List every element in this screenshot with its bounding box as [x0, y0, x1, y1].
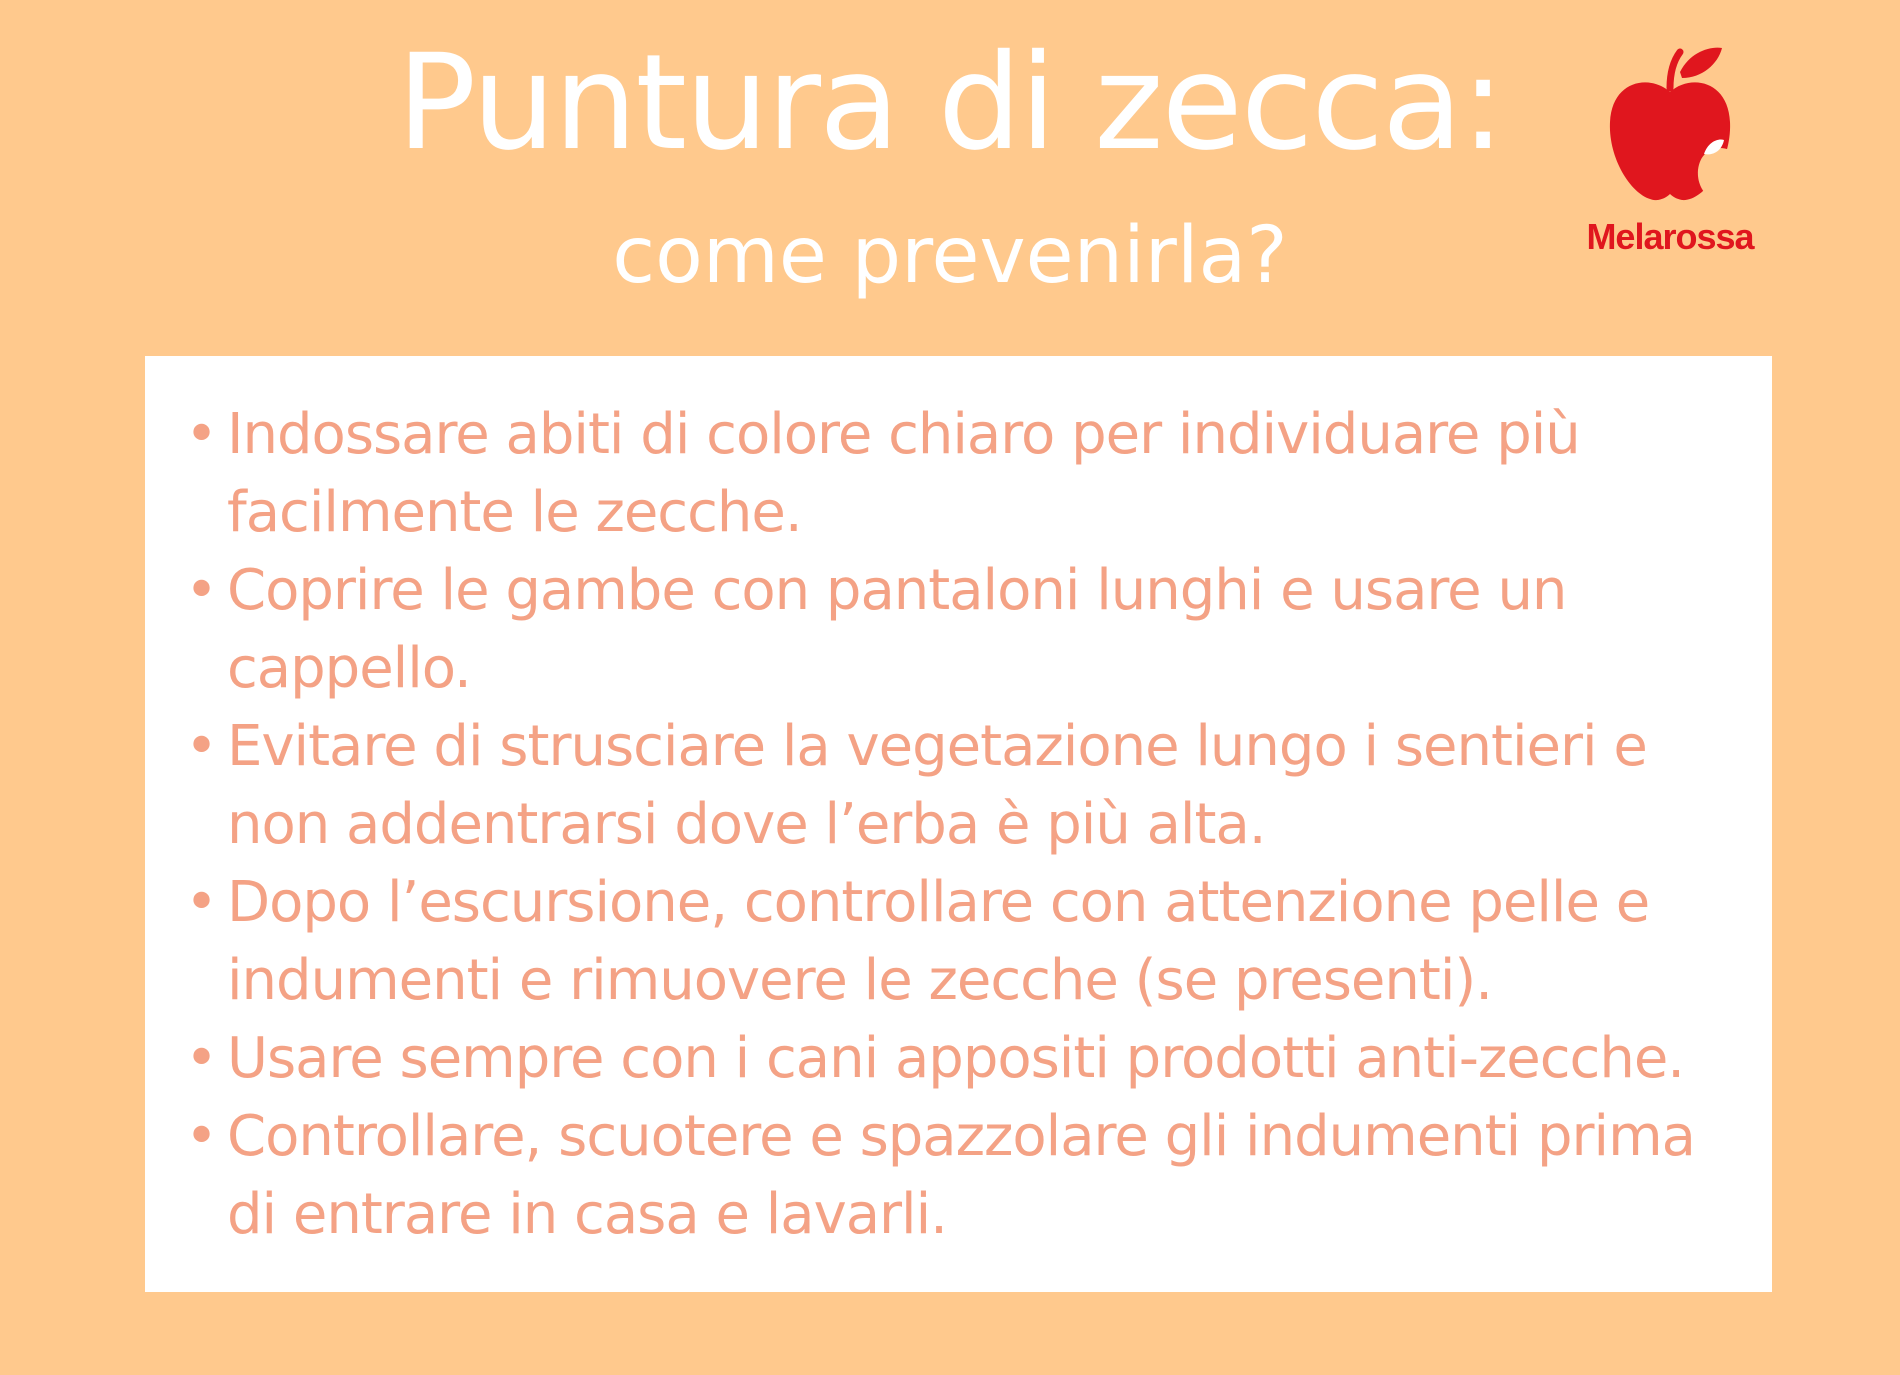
brand-name: Melarossa [1586, 216, 1754, 257]
page-title: Puntura di zecca: [396, 26, 1504, 180]
bullet-icon: • [185, 402, 218, 467]
list-item [185, 396, 1745, 552]
bullet-icon: • [185, 1026, 218, 1091]
tip-text: Evitare di strusciare la vegetazione lungo i sentieri e non addentrarsi dove l’erba è più alta. [227, 714, 1647, 857]
tip-text: Indossare abiti di colore chiaro per individuare più facilmente le zecche. [227, 402, 1580, 545]
tip-text: Usare sempre con i cani appositi prodotti anti-zecche. [227, 1026, 1685, 1091]
bullet-icon: • [185, 870, 218, 935]
tips-card [145, 356, 1772, 1292]
bullet-icon: • [185, 714, 218, 779]
list-item [185, 1020, 1745, 1098]
red-apple-icon [1606, 42, 1734, 212]
list-item [185, 864, 1745, 1020]
list-item [185, 1098, 1745, 1254]
tip-text: Dopo l’escursione, controllare con attenzione pelle e indumenti e rimuovere le zecche (se presenti). [227, 870, 1650, 1013]
tips-list [185, 396, 1745, 1254]
melarossa-logo [1570, 42, 1770, 272]
list-item [185, 708, 1745, 864]
bullet-icon: • [185, 558, 218, 623]
bullet-icon: • [185, 1104, 218, 1169]
tip-text: Coprire le gambe con pantaloni lunghi e usare un cappello. [227, 558, 1567, 701]
list-item [185, 552, 1745, 708]
tip-text: Controllare, scuotere e spazzolare gli indumenti prima di entrare in casa e lavarli. [227, 1104, 1695, 1247]
page-subtitle: come prevenirla? [612, 211, 1288, 301]
